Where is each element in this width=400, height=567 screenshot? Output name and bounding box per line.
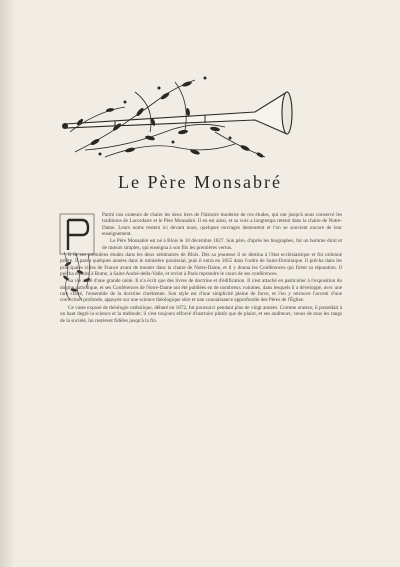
trumpet-foliage-ornament bbox=[55, 72, 295, 162]
paragraph: Le Père Monsabré est né à Blois le 10 décembre 1827. Son père, d'après les biographes, fut un homme droit et de mœurs simples, qui enseigna à son fils les premières vertus. bbox=[102, 238, 342, 251]
paragraph: Parmi nos orateurs de chaire les deux tiers de l'histoire moderne de ces études, qui ont jusqu'à nous conservé les traditions de Lacordaire et le Père Monsabré. Il en est ainsi, et sa voix a longtemps retenti dans la chaire de Notre-Dame. Leurs noms restent ici devant nous, quelques ouvrages demeurent et l'on se souvient encore de leur enseignement. bbox=[102, 212, 342, 238]
page-edge bbox=[0, 0, 14, 567]
paragraph: Ce vaste exposé de théologie catholique, débuté en 1872, fut poursuivi pendant plus de vingt années. Comme orateur, il possédait à un haut degré la science et la méthode; il s'est toujours efforcé d'instruire plutôt que de plaire, et ses auditeurs, venus de tous les rangs de la société, lui restèrent fidèles jusqu'à la fin. bbox=[60, 304, 342, 324]
article-title: Le Père Monsabré bbox=[118, 172, 282, 193]
paragraph: Il fit ses premières études dans les deux séminaires de Blois. Dès sa jeunesse il se destina à l'état ecclésiastique et fut ordonné prêtre. Il passa quelques années dans le ministère paroissial, puis il entra en 1855 dans l'ordre de Saint-Dominique. Il prêcha dans les principales villes de France avant de monter dans la chaire de Notre-Dame, et il y donna les Conférences qui firent sa réputation. Il prêcha ensuite à Rome, à Saint-André-della-Valle, et revint à Paris reprendre le cours de ses conférences. bbox=[60, 252, 342, 278]
paragraph: Sa vie a été d'une grande unité. Il n'a écrit que des livres de doctrine et d'édification. Il s'est attaché en particulier à l'exposition du dogme catholique, et ses Conférences de Notre-Dame ont été publiées en de nombreux volumes, dans lesquels il a développé, avec une rare clarté, l'ensemble de la doctrine chrétienne. Son style est d'une simplicité pleine de force, et l'on y retrouve l'accent d'une conviction profonde, appuyée sur une science théologique sûre et une connaissance approfondie des Pères de l'Église. bbox=[60, 278, 342, 304]
article-body bbox=[60, 212, 342, 325]
